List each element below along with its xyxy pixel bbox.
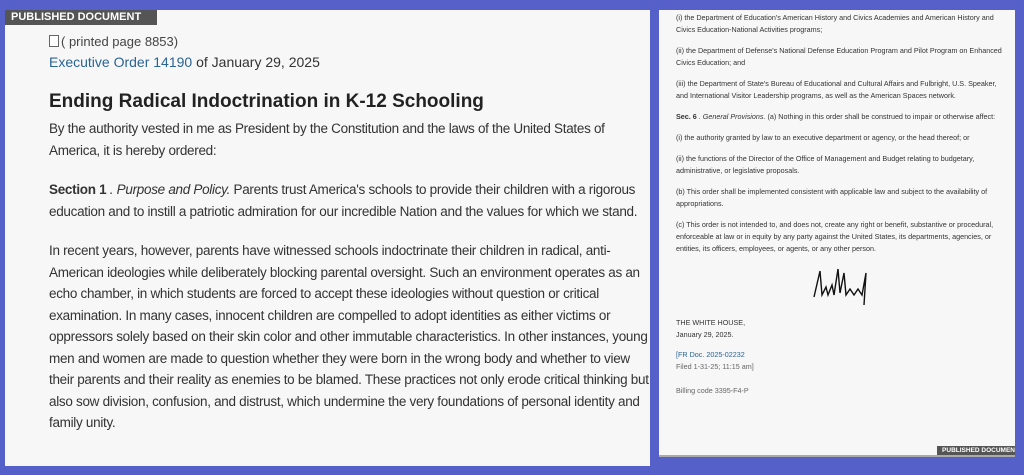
signature-image [676, 265, 1009, 311]
eo-line: Executive Order 14190 of January 29, 2025 [49, 54, 320, 70]
billing-code: Billing code 3395-F4-P [676, 386, 749, 395]
section-1-paragraph: Section 1 . Purpose and Policy. Parents trust America's schools to provide their children with a rigorous education and to instill a patriotic admiration for our incredible Nation and the values for which we stand. [49, 182, 638, 219]
signing-date: January 29, 2025. [676, 330, 734, 339]
filed-line: Filed 1-31-25; 11:15 am] [676, 362, 754, 371]
document-title: Ending Radical Indoctrination in K-12 Schooling [49, 91, 484, 112]
paragraph: (c) This order is not intended to, and does not, create any right or benefit, substantive or procedural, enforceable at law or in equity by any party against the United States, its departments, agencies, or entities, its officers, employees, or agents, or any other person. [676, 220, 994, 253]
published-document-tag-right: PUBLISHED DOCUMEN [937, 446, 1015, 455]
document-page-left [5, 10, 650, 466]
page-icon [49, 35, 59, 47]
document-page-right [659, 10, 1015, 457]
paragraph: (b) This order shall be implemented consistent with applicable law and subject to the availability of appropriations. [676, 187, 988, 208]
paragraph: (ii) the Department of Defense's National Defense Education Program and Pilot Program on Enhanced Civics Education; and [676, 46, 1002, 67]
paragraph: (ii) the functions of the Director of the Office of Management and Budget relating to budgetary, administrative, or legislative proposals. [676, 154, 975, 175]
intro-paragraph: By the authority vested in me as President by the Constitution and the laws of the United States of America, it is hereby ordered: [49, 121, 605, 158]
section-6-paragraph: Sec. 6 . General Provisions. (a) Nothing in this order shall be construed to impair or otherwise affect: [676, 112, 996, 121]
paragraph-2: In recent years, however, parents have witnessed schools indoctrinate their children in radical, anti-American ideologies while deliberately blocking parental oversight. Such an environment operates as an echo chamber, in which students are forced to accept these ideologies without question or critical examination. In many cases, innocent children are compelled to adopt identities as either victims or oppressors solely based on their skin color and other immutable characteristics. In other instances, young men and women are made to question whether they were born in the wrong body and whether to view their parents and their reality as enemies to be blamed. These practices not only erode critical thinking but also sow division, confusion, and distrust, which undermine the very foundations of personal identity and family unity. [49, 243, 649, 430]
white-house-label: THE WHITE HOUSE, [676, 318, 746, 327]
paragraph: (iii) the Department of State's Bureau of Educational and Cultural Affairs and Fulbright, U.S. Speaker, and International Visitor Leadership programs, as well as the American Spaces network. [676, 79, 997, 100]
fr-doc-link[interactable]: [FR Doc. 2025-02232 [676, 350, 745, 359]
executive-order-link[interactable]: Executive Order 14190 [49, 54, 193, 70]
paragraph: (i) the authority granted by law to an executive department or agency, or the head thereof; or [676, 133, 970, 142]
paragraph: (i) the Department of Education's American History and Civics Academies and American History and Civics Education-National Activities programs; [676, 13, 994, 34]
published-document-tag: PUBLISHED DOCUMENT [5, 10, 157, 25]
printed-page-line: ( printed page 8853) [49, 34, 649, 50]
